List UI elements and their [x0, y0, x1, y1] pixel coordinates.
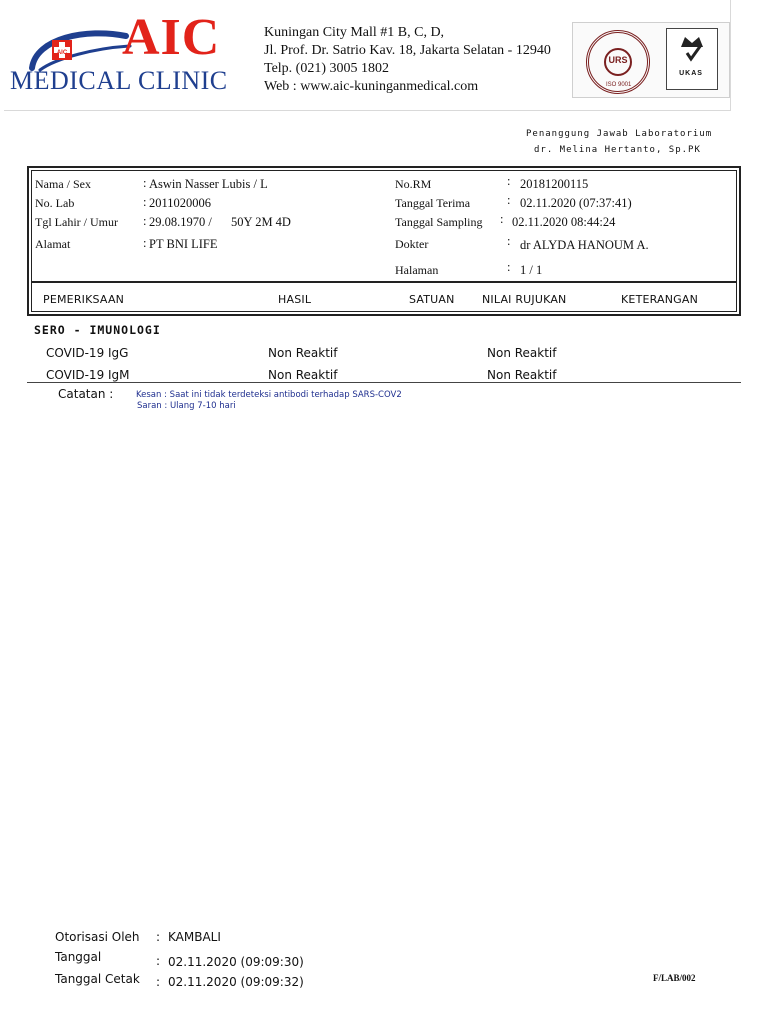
result-row-1-reference: Non Reaktif	[487, 346, 557, 360]
dob-value: 29.08.1970 /	[149, 215, 212, 229]
address-line-2: Jl. Prof. Dr. Satrio Kav. 18, Jakarta Selatan - 12940	[264, 43, 551, 58]
rm-colon: :	[507, 174, 511, 188]
col-exam: PEMERIKSAAN	[43, 293, 125, 306]
section-title: SERO - IMUNOLOGI	[34, 323, 161, 337]
date-value: 02.11.2020 (09:09:30)	[168, 955, 304, 969]
received-colon: :	[507, 193, 511, 207]
auth-colon: :	[156, 930, 161, 944]
address-colon: :	[143, 236, 147, 250]
col-remarks: KETERANGAN	[621, 293, 699, 306]
print-value: 02.11.2020 (09:09:32)	[168, 975, 304, 989]
auth-value: KAMBALI	[168, 930, 221, 944]
page-value: 1 / 1	[520, 263, 543, 277]
doctor-colon: :	[507, 234, 511, 248]
ukas-crown-icon	[667, 29, 717, 69]
dob-label: Tgl Lahir / Umur	[35, 215, 118, 229]
notes-label: Catatan :	[58, 387, 114, 401]
received-label: Tanggal Terima	[395, 196, 471, 210]
sampling-value: 02.11.2020 08:44:24	[512, 215, 616, 229]
col-unit: SATUAN	[409, 293, 455, 306]
responsible-title: Penanggung Jawab Laboratorium	[526, 129, 713, 139]
notes-kesan: Kesan : Saat ini tidak terdeteksi antibodi terhadap SARS-COV2	[136, 390, 402, 400]
name-value: Aswin Nasser Lubis / L	[149, 177, 268, 191]
date-colon: :	[156, 954, 161, 968]
doctor-value: dr ALYDA HANOUM A.	[520, 238, 649, 252]
notes-saran: Saran : Ulang 7-10 hari	[137, 401, 236, 411]
address-value: PT BNI LIFE	[149, 237, 218, 251]
print-colon: :	[156, 975, 161, 989]
address-line-4: Web : www.aic-kuninganmedical.com	[264, 79, 479, 94]
urs-label: URS	[608, 55, 628, 65]
auth-label: Otorisasi Oleh	[55, 930, 140, 944]
info-divider	[31, 281, 737, 283]
lab-colon: :	[143, 195, 147, 209]
address-line-1: Kuningan City Mall #1 B, C, D,	[264, 25, 445, 40]
brand-subtitle: MEDICAL CLINIC	[10, 66, 228, 95]
form-code: F/LAB/002	[653, 973, 696, 983]
page-colon: :	[507, 260, 511, 274]
doctor-label: Dokter	[395, 237, 429, 251]
date-label: Tanggal	[55, 950, 102, 964]
rm-value: 20181200115	[520, 177, 589, 191]
result-row-1-value: Non Reaktif	[268, 346, 338, 360]
sampling-colon: :	[500, 212, 504, 226]
rm-label: No.RM	[395, 177, 432, 191]
responsible-name: dr. Melina Hertanto, Sp.PK	[534, 145, 701, 155]
ukas-badge	[666, 28, 718, 90]
address-line-3: Telp. (021) 3005 1802	[264, 61, 390, 76]
col-reference: NILAI RUJUKAN	[482, 293, 567, 306]
result-row-2-value: Non Reaktif	[268, 368, 338, 382]
brand-name: AIC	[122, 9, 221, 66]
address-label: Alamat	[35, 237, 71, 251]
result-row-2-test: COVID-19 IgM	[46, 368, 130, 382]
urs-iso-label: ISO 9001	[606, 82, 632, 88]
lab-value: 2011020006	[149, 196, 212, 210]
col-result: HASIL	[278, 293, 312, 306]
print-label: Tanggal Cetak	[55, 972, 140, 986]
age-value: 50Y 2M 4D	[231, 215, 291, 229]
ukas-label: UKAS	[679, 70, 703, 77]
lab-label: No. Lab	[35, 196, 75, 210]
results-divider	[27, 382, 741, 383]
result-row-2-reference: Non Reaktif	[487, 368, 557, 382]
received-value: 02.11.2020 (07:37:41)	[520, 196, 632, 210]
sampling-label: Tanggal Sampling	[395, 215, 483, 229]
name-label: Nama / Sex	[35, 177, 91, 191]
name-colon: :	[143, 176, 147, 190]
dob-colon: :	[143, 214, 147, 228]
logo-badge-text: AIC	[56, 50, 68, 56]
result-row-1-test: COVID-19 IgG	[46, 346, 129, 360]
page-label: Halaman	[395, 263, 439, 277]
